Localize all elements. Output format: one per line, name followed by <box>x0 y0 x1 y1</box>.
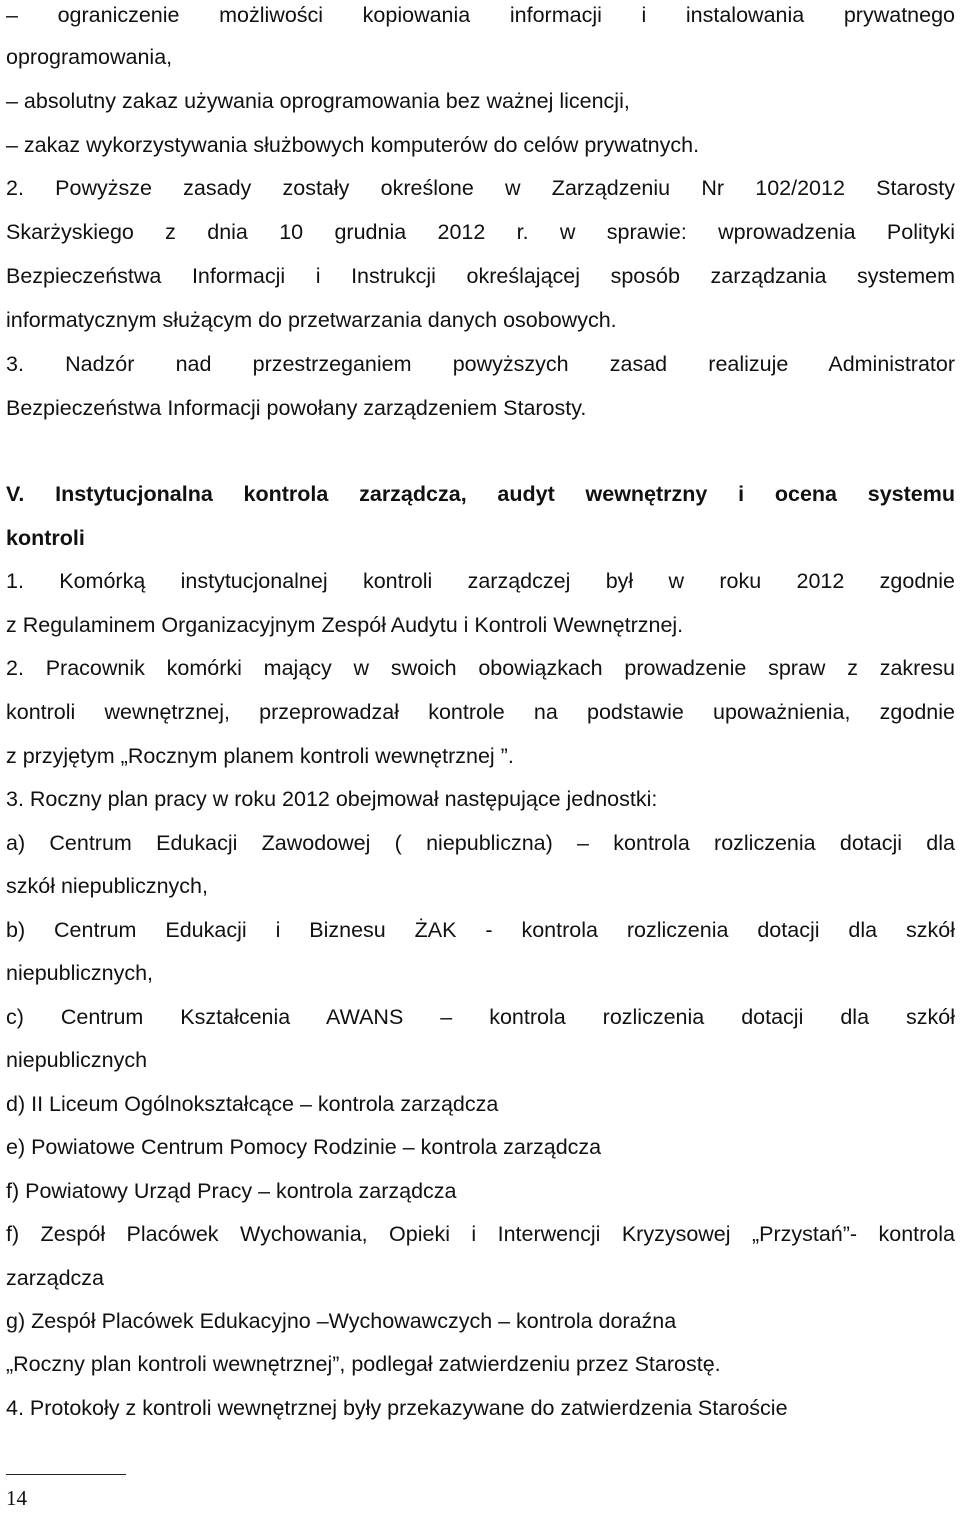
paragraph-line: informatycznym służącym do przetwarzania danych osobowych. <box>6 308 617 332</box>
paragraph-line: „Roczny plan kontroli wewnętrznej”, podlegał zatwierdzeniu przez Starostę. <box>6 1352 721 1376</box>
paragraph-line: 2. Pracownik komórki mający w swoich obowiązkach prowadzenie spraw z zakresu <box>6 656 955 680</box>
paragraph-line: z Regulaminem Organizacyjnym Zespół Audytu i Kontroli Wewnętrznej. <box>6 613 684 637</box>
paragraph-line: Skarżyskiego z dnia 10 grudnia 2012 r. w sprawie: wprowadzenia Polityki <box>6 220 955 244</box>
section-heading: V. Instytucjonalna kontrola zarządcza, audyt wewnętrzny i ocena systemu <box>6 482 955 506</box>
footnote-divider <box>6 1474 126 1475</box>
bullet-line: – ograniczenie możliwości kopiowania informacji i instalowania prywatnego <box>6 3 955 27</box>
list-item-line: niepublicznych, <box>6 961 154 985</box>
list-item-line: f) Powiatowy Urząd Pracy – kontrola zarządcza <box>6 1179 457 1203</box>
paragraph-line: z przyjętym „Rocznym planem kontroli wewnętrznej ”. <box>6 744 514 768</box>
paragraph-line: 3. Nadzór nad przestrzeganiem powyższych zasad realizuje Administrator <box>6 352 955 376</box>
list-item-line: niepublicznych <box>6 1048 148 1072</box>
list-item-line: zarządcza <box>6 1266 104 1290</box>
section-heading: kontroli <box>6 526 85 550</box>
list-item-line: e) Powiatowe Centrum Pomocy Rodzinie – kontrola zarządcza <box>6 1135 602 1159</box>
paragraph-line: 2. Powyższe zasady zostały określone w Zarządzeniu Nr 102/2012 Starosty <box>6 176 955 200</box>
paragraph-line: 3. Roczny plan pracy w roku 2012 obejmował następujące jednostki: <box>6 787 658 811</box>
list-item-line: c) Centrum Kształcenia AWANS – kontrola rozliczenia dotacji dla szkół <box>6 1005 955 1029</box>
page-number: 14 <box>6 1486 27 1510</box>
list-item-line: b) Centrum Edukacji i Biznesu ŻAK - kontrola rozliczenia dotacji dla szkół <box>6 918 955 942</box>
list-item-line: a) Centrum Edukacji Zawodowej ( niepubliczna) – kontrola rozliczenia dotacji dla <box>6 831 955 855</box>
paragraph-line: 1. Komórką instytucjonalnej kontroli zarządczej był w roku 2012 zgodnie <box>6 569 955 593</box>
list-item-line: szkół niepublicznych, <box>6 874 208 898</box>
paragraph-line: Bezpieczeństwa Informacji powołany zarządzeniem Starosty. <box>6 396 587 420</box>
list-item-line: f) Zespół Placówek Wychowania, Opieki i Interwencji Kryzysowej „Przystań”- kontrola <box>6 1222 955 1246</box>
list-item-line: g) Zespół Placówek Edukacyjno –Wychowawczych – kontrola doraźna <box>6 1309 677 1333</box>
paragraph-line: Bezpieczeństwa Informacji i Instrukcji określającej sposób zarządzania systemem <box>6 264 955 288</box>
bullet-line: – zakaz wykorzystywania służbowych komputerów do celów prywatnych. <box>6 133 700 157</box>
paragraph-line: kontroli wewnętrznej, przeprowadzał kontrole na podstawie upoważnienia, zgodnie <box>6 700 955 724</box>
list-item-line: d) II Liceum Ogólnokształcące – kontrola zarządcza <box>6 1092 499 1116</box>
bullet-line: – absolutny zakaz używania oprogramowania bez ważnej licencji, <box>6 89 630 113</box>
bullet-line-cont: oprogramowania, <box>6 45 173 69</box>
paragraph-line: 4. Protokoły z kontroli wewnętrznej były przekazywane do zatwierdzenia Staroście <box>6 1396 788 1420</box>
